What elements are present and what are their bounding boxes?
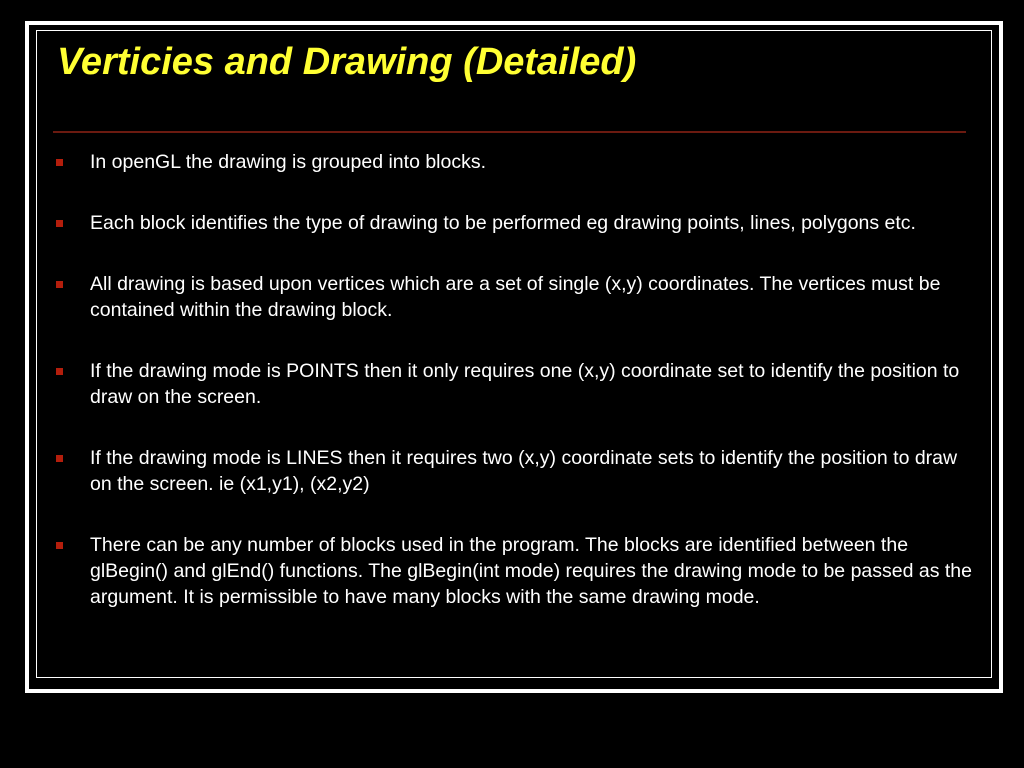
bullet-text: In openGL the drawing is grouped into blocks. bbox=[90, 151, 487, 173]
square-bullet-icon bbox=[56, 281, 63, 288]
bullet-text: If the drawing mode is POINTS then it only requires one (x,y) coordinate set to identify the position to draw on the screen. bbox=[90, 360, 960, 408]
square-bullet-icon bbox=[56, 159, 63, 166]
bullet-text: If the drawing mode is LINES then it requires two (x,y) coordinate sets to identify the position to draw on the screen. ie (x1,y1), (x2,y2) bbox=[90, 447, 958, 495]
square-bullet-icon bbox=[56, 455, 63, 462]
square-bullet-icon bbox=[56, 368, 63, 375]
square-bullet-icon bbox=[56, 220, 63, 227]
bullet-item bbox=[52, 149, 982, 175]
bullet-item bbox=[52, 358, 982, 410]
bullet-item bbox=[52, 271, 982, 323]
bullet-text: All drawing is based upon vertices which are a set of single (x,y) coordinates. The vertices must be contained within the drawing block. bbox=[90, 273, 941, 321]
bullet-item bbox=[52, 210, 982, 236]
title-divider bbox=[53, 131, 966, 133]
bullet-item bbox=[52, 445, 982, 497]
bullet-list bbox=[52, 149, 982, 645]
square-bullet-icon bbox=[56, 542, 63, 549]
bullet-text: There can be any number of blocks used in the program. The blocks are identified between the glBegin() and glEnd() functions. The glBegin(int mode) requires the drawing mode to be passed as the argument. It is permissible to have many blocks with the same drawing mode. bbox=[90, 534, 972, 608]
bullet-item bbox=[52, 532, 982, 610]
bullet-text: Each block identifies the type of drawing to be performed eg drawing points, lines, polygons etc. bbox=[90, 212, 916, 234]
slide-title: Verticies and Drawing (Detailed) bbox=[57, 41, 637, 83]
